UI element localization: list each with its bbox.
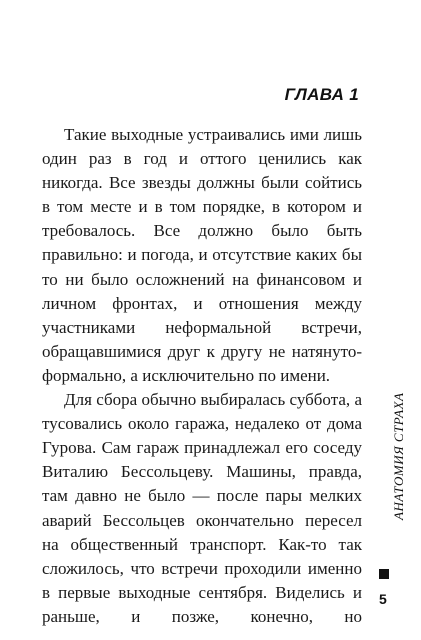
paragraph-1: Такие выходные устраивались ими лишь один раз в год и оттого ценились как никогда. Все звезды должны были сойтись в том месте и в том порядке, в котором и требовалось. Все должно было быть правильно: и погода, и отсутствие каких бы то ни было осложнений на финансовом и личном фронтах, и отношения между участниками неформальной встречи, обращавшимися друг к другу не натянуто-формально, а исключительно по имени.: [42, 125, 362, 385]
paragraph-2: Для сбора обычно выбиралась суббота, а тусовались около гаража, недалеко от дома Гурова. Сам гараж принадлежал его соседу Виталию Бессольцеву. Машины, правда, там давно не было — после пары мелких аварий Бессольцев окончательно пересел на общественный транспорт. Как-то так сложилось, что встречи проходили именно в первые выходные сентября. Виделись и раньше, и позже, конечно, но: [42, 390, 362, 626]
running-title: АНАТОМИЯ СТРАХА: [391, 392, 406, 520]
square-marker-icon: [379, 569, 389, 579]
page-number: 5: [379, 591, 387, 607]
body-text: [42, 123, 362, 629]
chapter-heading: ГЛАВА 1: [284, 85, 359, 104]
